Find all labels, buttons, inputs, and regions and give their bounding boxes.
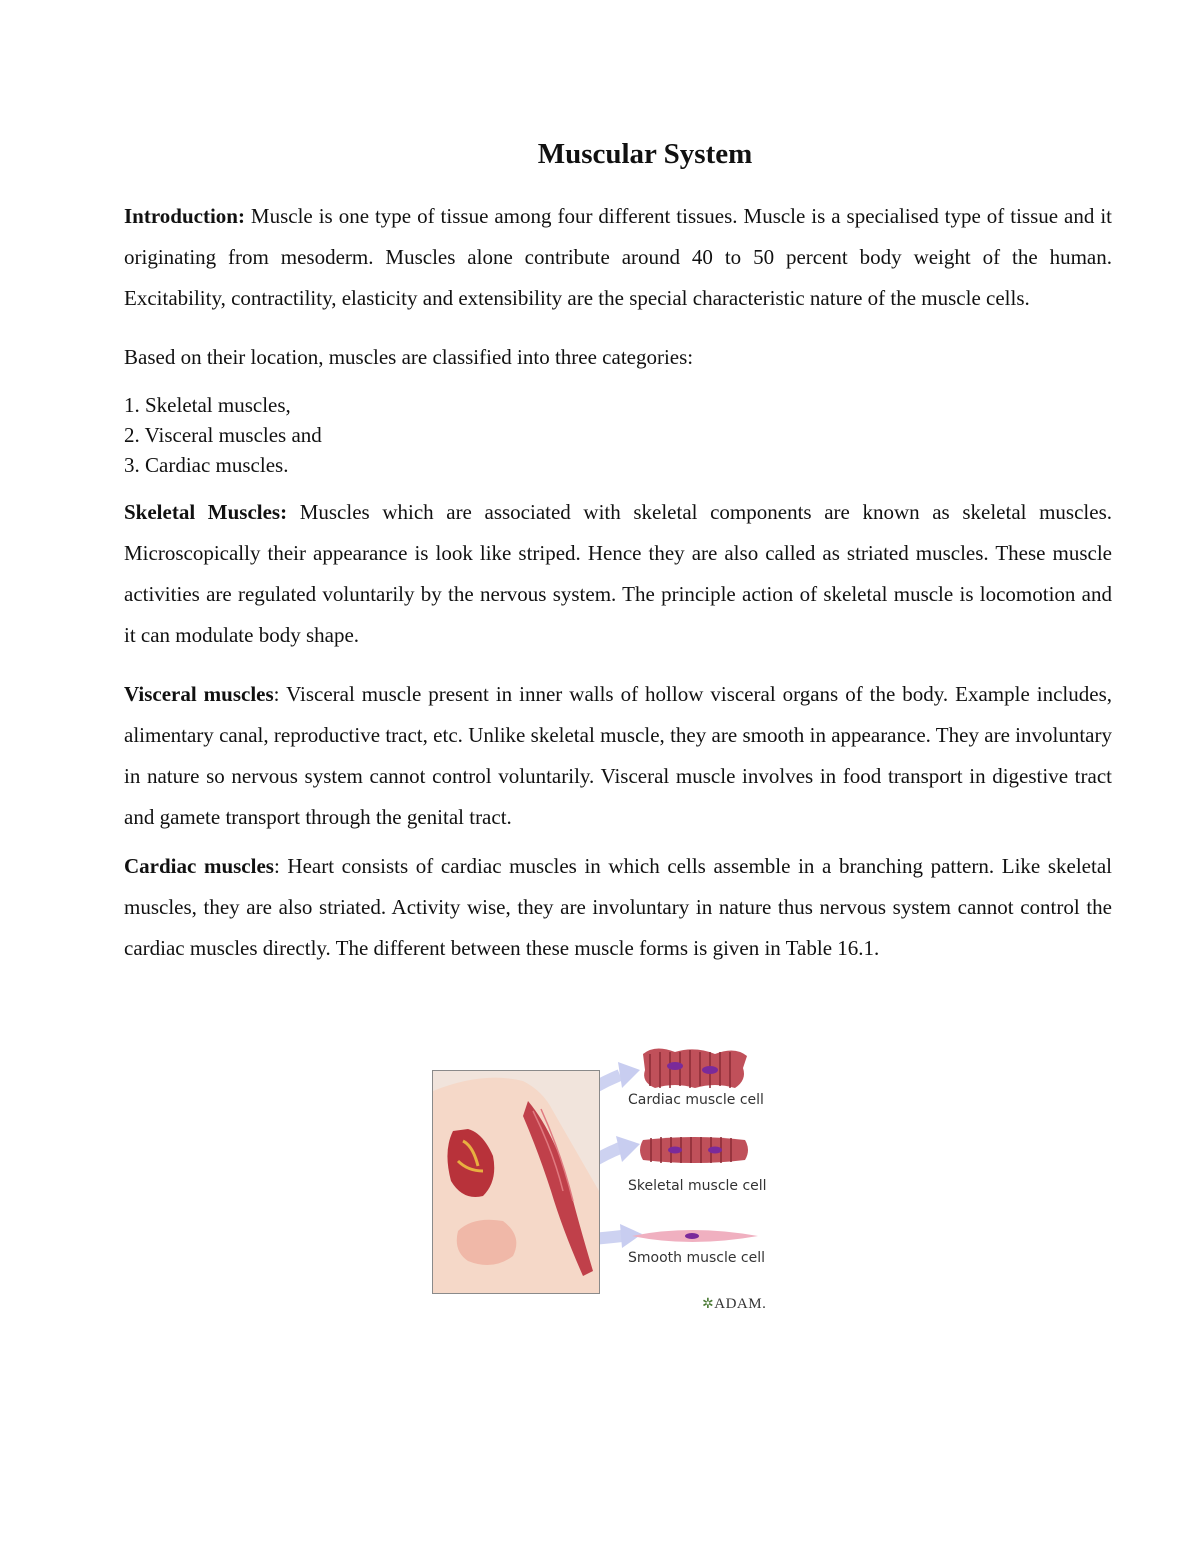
cardiac-caption: Cardiac muscle cell (628, 1092, 764, 1108)
visceral-label: Visceral muscles (124, 682, 274, 706)
skeletal-label: Skeletal Muscles: (124, 500, 288, 524)
list-item: 3. Cardiac muscles. (124, 453, 289, 477)
list-item: 2. Visceral muscles and (124, 423, 322, 447)
classification-paragraph: Based on their location, muscles are classified into three categories: (124, 345, 694, 369)
page-title: Muscular System (537, 138, 753, 170)
cardiac-label: Cardiac muscles (124, 854, 274, 878)
logo-text: ADAM. (714, 1296, 767, 1312)
anatomy-panel (432, 1070, 600, 1294)
skeletal-paragraph (124, 492, 1112, 656)
cardiac-cell-illustration (635, 1044, 755, 1094)
document-body (124, 196, 1112, 969)
skeletal-text: Muscles which are associated with skeletal components are known as skeletal muscles. Microscopically their appearance is look like striped. Hence they are also called as striated muscles. These muscle activities are regulated voluntarily by the nervous system. The principle action of skeletal muscle is locomotion and it can modulate body shape. (124, 500, 1112, 647)
visceral-text: : Visceral muscle present in inner walls of hollow visceral organs of the body. Example includes, alimentary canal, reproductive tract, etc. Unlike skeletal muscle, they are smooth in appearance. They are involuntary in nature so nervous system cannot control voluntarily. Visceral muscle involves in food transport in digestive tract and gamete transport through the genital tract. (124, 682, 1113, 829)
list-item: 1. Skeletal muscles, (124, 393, 291, 417)
skeletal-caption: Skeletal muscle cell (628, 1178, 767, 1194)
smooth-cell-illustration (630, 1224, 760, 1248)
skeletal-cell-illustration (635, 1132, 755, 1168)
cardiac-paragraph (124, 846, 1112, 969)
intro-text: Muscle is one type of tissue among four different tissues. Muscle is a specialised type of tissue and it originating from mesoderm. Muscles alone contribute around 40 to 50 percent body weight of the human. Excitability, contractility, elasticity and extensibility are the special characteristic nature of the muscle cells. (124, 204, 1112, 310)
intro-paragraph (124, 196, 1112, 319)
intro-label: Introduction: (124, 204, 245, 228)
muscle-types-figure (430, 1040, 790, 1320)
smooth-caption: Smooth muscle cell (628, 1250, 766, 1266)
muscle-category-list (124, 390, 1112, 480)
anatomy-illustration (433, 1071, 599, 1293)
adam-logo (702, 1296, 766, 1313)
cardiac-text: : Heart consists of cardiac muscles in which cells assemble in a branching pattern. Like skeletal muscles, they are also striated. Activity wise, they are involuntary in nature thus nervous system cannot control the cardiac muscles directly. The different between these muscle forms is given in Table 16.1. (124, 854, 1112, 960)
visceral-paragraph (124, 674, 1112, 838)
leaf-icon: ✲ (702, 1297, 715, 1312)
